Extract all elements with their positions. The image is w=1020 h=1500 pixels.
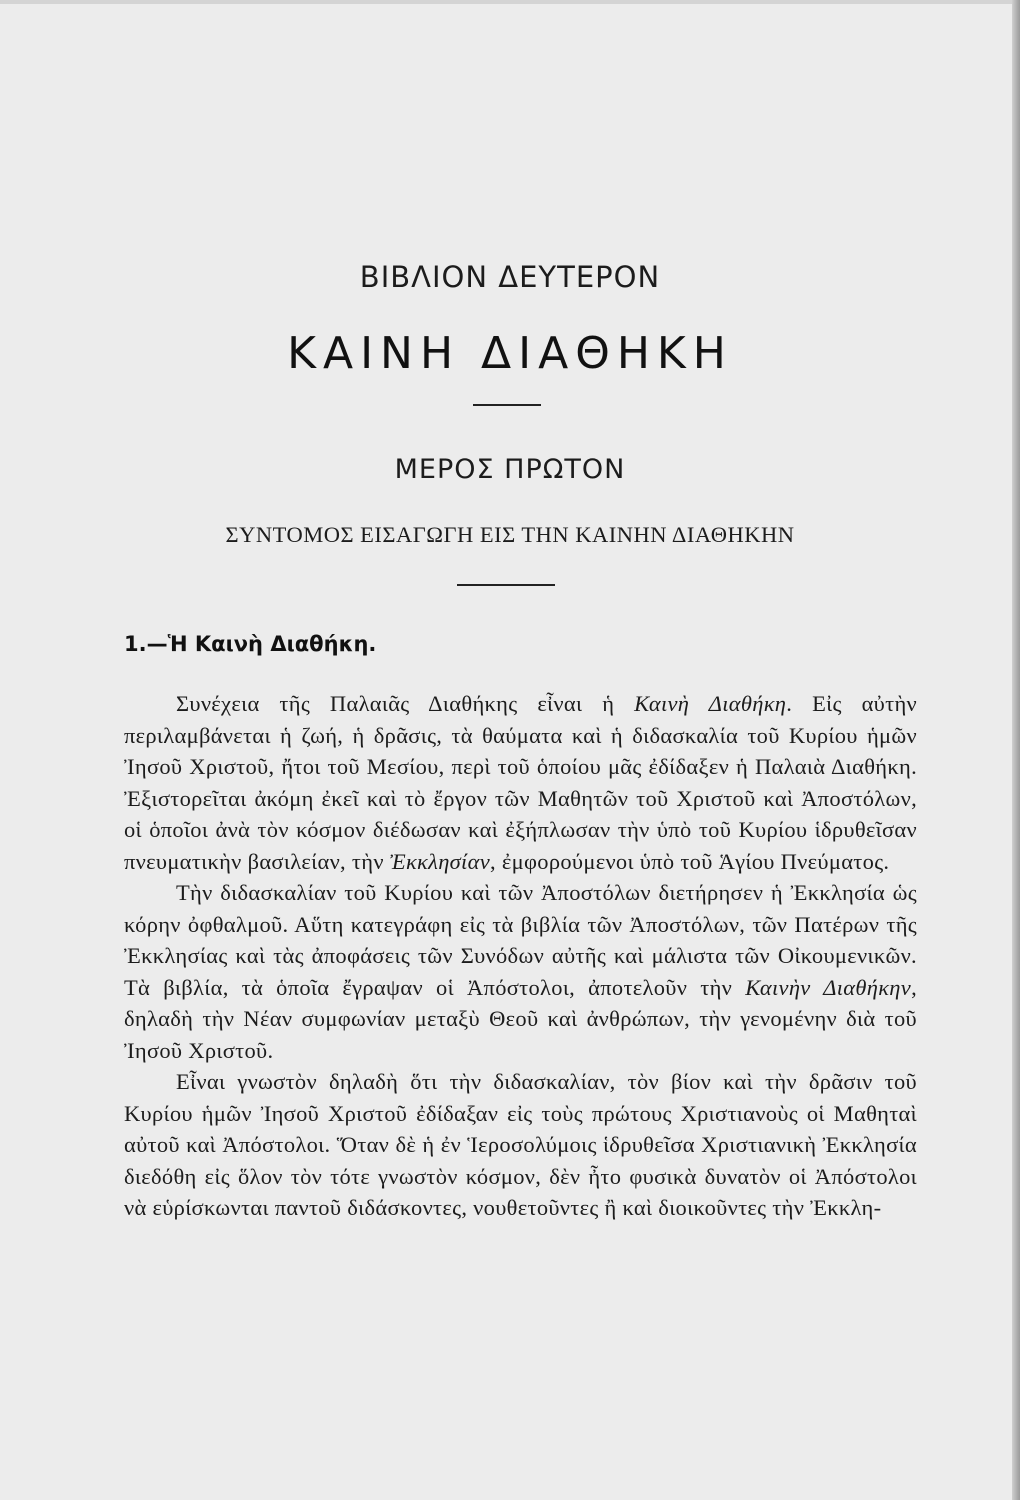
part-title: ΜΕΡΟΣ ΠΡΩΤΟΝ xyxy=(394,454,626,485)
paragraph-2-text-b: , δηλαδὴ τὴν Νέαν συμφωνίαν μεταξὺ Θεοῦ καὶ ἀνθρώπων, τὴν γενομένην διὰ τοῦ Ἰησοῦ Χριστοῦ. xyxy=(124,974,917,1063)
paragraph-1 xyxy=(124,688,917,877)
paragraph-1-italic-b: Ἐκκλησίαν xyxy=(389,848,491,874)
title-divider xyxy=(473,404,541,406)
paragraph-1-text-b: . Εἰς αὐτὴν περιλαμβάνεται ἡ ζωή, ἡ δρᾶσις, τὰ θαύματα καὶ ἡ διδασκαλία τοῦ Κυρίου ἡμῶν Ἰησοῦ Χριστοῦ, ἤτοι τοῦ Μεσίου, περὶ τοῦ ὁποίου μᾶς ἐδίδαξεν ἡ Παλαιὰ Διαθήκη. Ἐξιστορεῖται ἀκόμη ἐκεῖ καὶ τὸ ἔργον τῶν Μαθητῶν τοῦ Χριστοῦ καὶ Ἀποστόλων, οἱ ὁποῖοι ἀνὰ τὸν κόσμον διέδωσαν καὶ ἐξήπλωσαν τὴν ὑπὸ τοῦ Κυρίου ἱδρυθεῖσαν πνευματικὴν βασιλείαν, τὴν xyxy=(124,691,917,874)
book-title: ΒΙΒΛΙΟΝ ΔΕΥΤΕΡΟΝ xyxy=(359,260,661,294)
paragraph-2-italic-a: Καινὴν Διαθήκην xyxy=(745,974,912,1000)
paragraph-1-text-c: , ἐμφορούμενοι ὑπὸ τοῦ Ἁγίου Πνεύματος. xyxy=(490,848,890,874)
paragraph-2-text-a: Τὴν διδασκαλίαν τοῦ Κυρίου καὶ τῶν Ἀποστόλων διετήρησεν ἡ Ἐκκλησία ὡς κόρην ὀφθαλμοῦ. Αὕτη κατεγράφη εἰς τὰ βιβλία τῶν Ἀποστόλων, τῶν Πατέρων τῆς Ἐκκλησίας καὶ τὰς ἀποφάσεις τῶν Συνόδων αὐτῆς καὶ μάλιστα τῶν Οἰκουμενικῶν. Τὰ βιβλία, τὰ ὁποῖα ἔγραψαν οἱ Ἀπόστολοι, ἀποτελοῦν τὴν xyxy=(124,880,917,1000)
paragraph-3: Εἶναι γνωστὸν δηλαδὴ ὅτι τὴν διδασκαλίαν, τὸν βίον καὶ τὴν δρᾶσιν τοῦ Κυρίου ἡμῶν Ἰησοῦ Χριστοῦ ἐδίδαξαν εἰς τοὺς πρώτους Χριστιανοὺς οἱ Μαθηταὶ αὐτοῦ καὶ Ἀπόστολοι. Ὅταν δὲ ἡ ἐν Ἱεροσολύμοις ἱδρυθεῖσα Χριστιανικὴ Ἐκκλησία διεδόθη εἰς ὅλον τὸν τότε γνωστὸν κόσμον, δὲν ἦτο φυσικὰ δυνατὸν οἱ Ἀπόστολοι νὰ εὑρίσκωνται παντοῦ διδάσκοντες, νουθετοῦντες ἢ καὶ διοικοῦντες τὴν Ἐκκλη- xyxy=(124,1069,917,1220)
page-right-edge xyxy=(1012,0,1020,1500)
page-top-edge xyxy=(0,0,1020,4)
part-subtitle: ΣΥΝΤΟΜΟΣ ΕΙΣΑΓΩΓΗ ΕΙΣ ΤΗΝ ΚΑΙΝΗΝ ΔΙΑΘΗΚΗΝ xyxy=(225,522,795,547)
subtitle-divider xyxy=(457,584,555,586)
paragraph-1-italic-a: Καινὴ Διαθήκη xyxy=(634,691,787,716)
body-text xyxy=(124,688,917,1224)
main-title: ΚΑΙΝΗ ΔΙΑΘΗΚΗ xyxy=(287,328,733,379)
paragraph-2 xyxy=(124,877,917,1066)
section-heading: 1.—Ἡ Καινὴ Διαθήκη. xyxy=(124,632,377,656)
paragraph-1-text-a: Συνέχεια τῆς Παλαιᾶς Διαθήκης εἶναι ἡ xyxy=(176,691,635,716)
